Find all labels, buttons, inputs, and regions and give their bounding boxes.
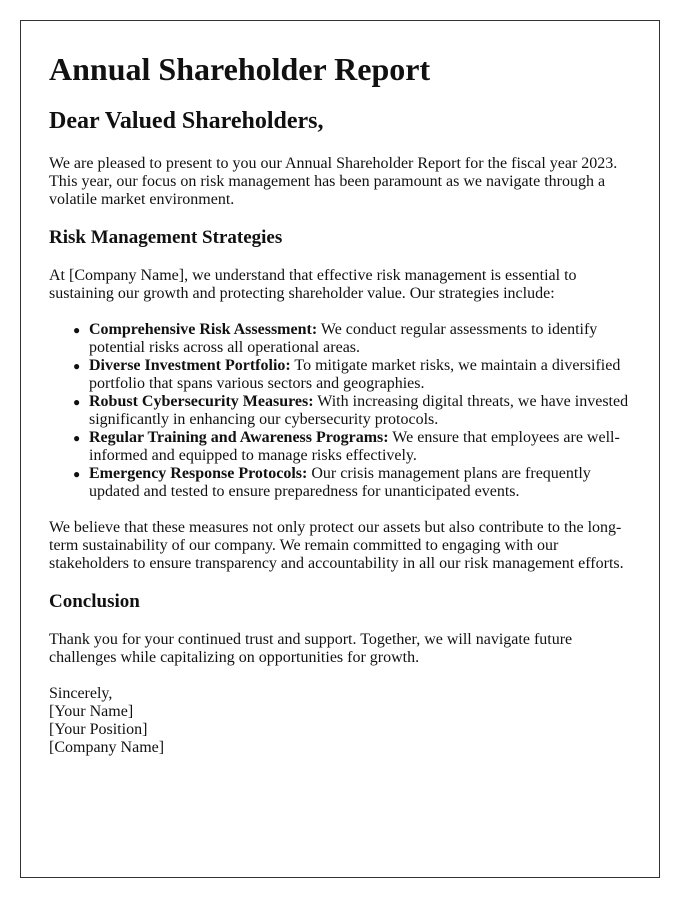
conclusion-paragraph: Thank you for your continued trust and support. Together, we will navigate future challenges while capitalizing on opportunities for growth. bbox=[49, 631, 573, 666]
list-item bbox=[73, 393, 631, 429]
bullet-icon: ● bbox=[73, 323, 81, 337]
list-item-text: We ensure that employees are well-informed and equipped to manage risks effectively. bbox=[89, 429, 620, 464]
list-item-title: Emergency Response Protocols: bbox=[89, 465, 308, 482]
list-item-text: We conduct regular assessments to identify potential risks across all operational areas. bbox=[89, 321, 598, 356]
list-item bbox=[73, 321, 631, 357]
risk-section-heading: Risk Management Strategies bbox=[49, 227, 283, 248]
signature-closing: Sincerely, bbox=[49, 685, 113, 702]
list-item bbox=[73, 429, 631, 465]
letter-page bbox=[20, 20, 660, 878]
list-item-title: Regular Training and Awareness Programs: bbox=[89, 429, 389, 446]
strategies-list bbox=[49, 321, 631, 501]
risk-intro-paragraph: At [Company Name], we understand that effective risk management is essential to sustaining our growth and protecting shareholder value. Our strategies include: bbox=[49, 267, 577, 302]
greeting: Dear Valued Shareholders, bbox=[49, 108, 324, 134]
conclusion-heading: Conclusion bbox=[49, 591, 140, 612]
bullet-icon: ● bbox=[73, 395, 81, 409]
list-item-title: Robust Cybersecurity Measures: bbox=[89, 393, 314, 410]
signature-company: [Company Name] bbox=[49, 739, 165, 756]
signature-name: [Your Name] bbox=[49, 703, 134, 720]
list-item-title: Diverse Investment Portfolio: bbox=[89, 357, 291, 374]
list-item-text: Our crisis management plans are frequently updated and tested to ensure preparedness for unanticipated events. bbox=[89, 465, 591, 500]
intro-paragraph: We are pleased to present to you our Annual Shareholder Report for the fiscal year 2023. This year, our focus on risk management has been paramount as we navigate through a volatile market environment. bbox=[49, 155, 618, 208]
bullet-icon: ● bbox=[73, 431, 81, 445]
list-item bbox=[73, 357, 631, 393]
bullet-icon: ● bbox=[73, 467, 81, 481]
list-item-title: Comprehensive Risk Assessment: bbox=[89, 321, 318, 338]
list-item-text: With increasing digital threats, we have invested significantly in enhancing our cybersecurity protocols. bbox=[89, 393, 629, 428]
bullet-icon: ● bbox=[73, 359, 81, 373]
list-item-text: To mitigate market risks, we maintain a diversified portfolio that spans various sectors and geographies. bbox=[89, 357, 621, 392]
list-item bbox=[73, 465, 631, 501]
page-title: Annual Shareholder Report bbox=[49, 51, 431, 87]
signature-block bbox=[49, 685, 631, 757]
signature-position: [Your Position] bbox=[49, 721, 148, 738]
risk-closing-paragraph: We believe that these measures not only protect our assets but also contribute to the long-term sustainability of our company. We remain committed to engaging with our stakeholders to ensure transparency and accountability in all our risk management efforts. bbox=[49, 519, 624, 572]
